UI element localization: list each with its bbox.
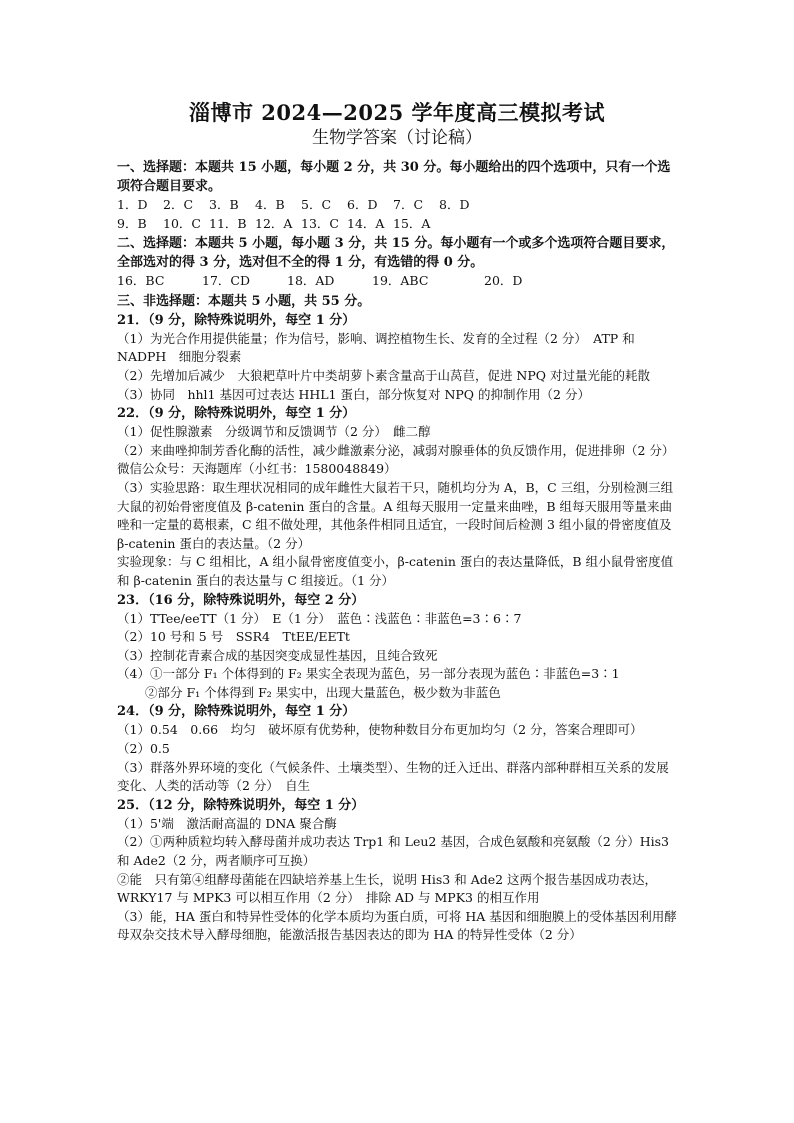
answer-6: 6．D [347,197,378,212]
answer-5: 5．C [301,197,332,212]
answer-20: 20．D [484,273,523,289]
answer-17: 17．CD [202,273,250,289]
section-3-heading: 三、非选择题：本题共 5 小题，共 55 分。 [117,293,371,309]
answer-1: 1．D [117,197,148,212]
q25-part-1: （1）5'端 激活耐高温的 DNA 聚合酶 [117,815,337,831]
q21-heading: 21．（9 分，除特殊说明外，每空 1 分） [117,312,356,328]
answer-19: 19．ABC [372,273,429,289]
q25-part-2a: （2）①两种质粒均转入酵母菌并成功表达 Trp1 和 Leu2 基因，合成色氨酸和亮氨酸（2 分）His3 和 Ade2（2 分，两者顺序可互换） [117,834,670,869]
q24-part-2: （2）0.5 [117,741,170,757]
page-title: 淄博市 2024—2025 学年度高三模拟考试 [188,100,605,125]
answer-18: 18．AD [287,273,335,289]
q23-part-3: （3）控制花青素合成的基因突变成显性基因，且纯合致死 [117,647,438,663]
q24-heading: 24．（9 分，除特殊说明外，每空 1 分） [117,704,356,720]
answer-15: 15．A [393,215,431,231]
q23-part-2: （2）10 号和 5 号 SSR4 TtEE/EETt [117,629,350,645]
answer-7: 7．C [393,197,424,212]
q24-part-1: （1）0.54 0.66 均匀 破坏原有优势种，使物种数目分布更加均匀（2 分，答案合理即可） [117,722,643,738]
answer-2: 2．C [163,197,194,212]
q21-part-1: （1）为光合作用提供能量；作为信号，影响、调控植物生长、发育的全过程（2 分） ATP 和 NADPH 细胞分裂素 [117,330,635,365]
q22-part-3: （3）实验思路：取生理状况相同的成年雌性大鼠若干只，随机均分为 A，B，C 三组，分别检测三组大鼠的初始骨密度值及 β-catenin 蛋白的含量。A 组每天服用一定量来曲唑，B 组每天服用等量来曲唑和一定量的葛根素，C 组不做处理，其他条件相同且适宜，一段时间后检测 3 组小鼠的骨密度值及 β-catenin 蛋白的表达量。（2 分） [117,479,674,551]
answers-row-1 [117,196,677,215]
q21-part-3: （3）协同 hhl1 基因可过表达 HHL1 蛋白，部分恢复对 NPQ 的抑制作用（2 分） [117,386,590,402]
answer-3: 3．B [209,197,239,212]
answer-sheet [117,92,677,945]
q22-heading: 22．（9 分，除特殊说明外，每空 1 分） [117,406,356,422]
q23-heading: 23．（16 分，除特殊说明外，每空 2 分） [117,592,365,608]
answer-9: 9．B [117,215,147,231]
answers-row-2 [117,215,677,234]
q23-part-4a: （4）①一部分 F₁ 个体得到的 F₂ 果实全表现为蓝色，另一部分表现为蓝色∶非蓝色=3∶1 [117,666,620,682]
q25-part-2b: ②能 只有第④组酵母菌能在四缺培养基上生长，说明 His3 和 Ade2 这两个报告基因成功表达，WRKY17 与 MPK3 可以相互作用（2 分） 排除 AD 与 MPK3 的相互作用 [117,871,658,906]
answer-16: 16．BC [117,273,165,289]
answer-14: 14．A [347,215,385,231]
answer-12: 12．A [255,215,293,231]
q22-part-2: （2）来曲唑抑制芳香化酶的活性，减少雌激素分泌，减弱对腺垂体的负反馈作用，促进排卵（2 分）微信公众号：天海题库（小红书：1580048849） [117,442,675,477]
section-1-heading: 一、选择题：本题共 15 小题，每小题 2 分，共 30 分。每小题给出的四个选项中，只有一个选项符合题目要求。 [117,160,671,194]
answer-13: 13．C [301,215,339,231]
q23-part-1: （1）TTee/eeTT（1 分） E（1 分） 蓝色∶浅蓝色∶非蓝色=3∶6∶7 [117,610,522,626]
page-subtitle: 生物学答案（讨论稿） [312,128,482,148]
q22-phenomenon: 实验现象：与 C 组相比，A 组小鼠骨密度值变小，β-catenin 蛋白的表达量降低，B 组小鼠骨密度值和 β-catenin 蛋白的表达量与 C 组接近。（1 分） [117,554,674,588]
q24-part-3: （3）群落外界环境的变化（气候条件、土壤类型）、生物的迁入迁出、群落内部种群相互关系的发展变化、人类的活动等（2 分） 自生 [117,759,669,794]
answer-10: 10．C [163,215,201,231]
q22-part-1: （1）促性腺激素 分级调节和反馈调节（2 分） 雌二醇 [117,424,431,440]
section-2-heading: 二、选择题：本题共 5 小题，每小题 3 分，共 15 分。每小题有一个或多个选项符合题目要求，全部选对的得 3 分，选对但不全的得 1 分，有选错的得 0 分。 [117,236,675,271]
answer-4: 4．B [255,197,285,212]
q25-part-3: （3）能，HA 蛋白和特异性受体的化学本质均为蛋白质，可将 HA 基因和细胞膜上的受体基因利用酵母双杂交技术导入酵母细胞，能激活报告基因表达的即为 HA 的特异性受体（2 分） [117,908,677,943]
answers-row-3 [117,272,677,291]
q21-part-2: （2）先增加后减少 大狼耙草叶片中类胡萝卜素含量高于山莴苣，促进 NPQ 对过量光能的耗散 [117,367,650,383]
q23-part-4b: ②部分 F₁ 个体得到 F₂ 果实中，出现大量蓝色，极少数为非蓝色 [145,684,501,700]
answer-8: 8．D [439,197,470,212]
answer-11: 11．B [209,215,247,231]
q25-heading: 25．（12 分，除特殊说明外，每空 1 分） [117,797,365,813]
